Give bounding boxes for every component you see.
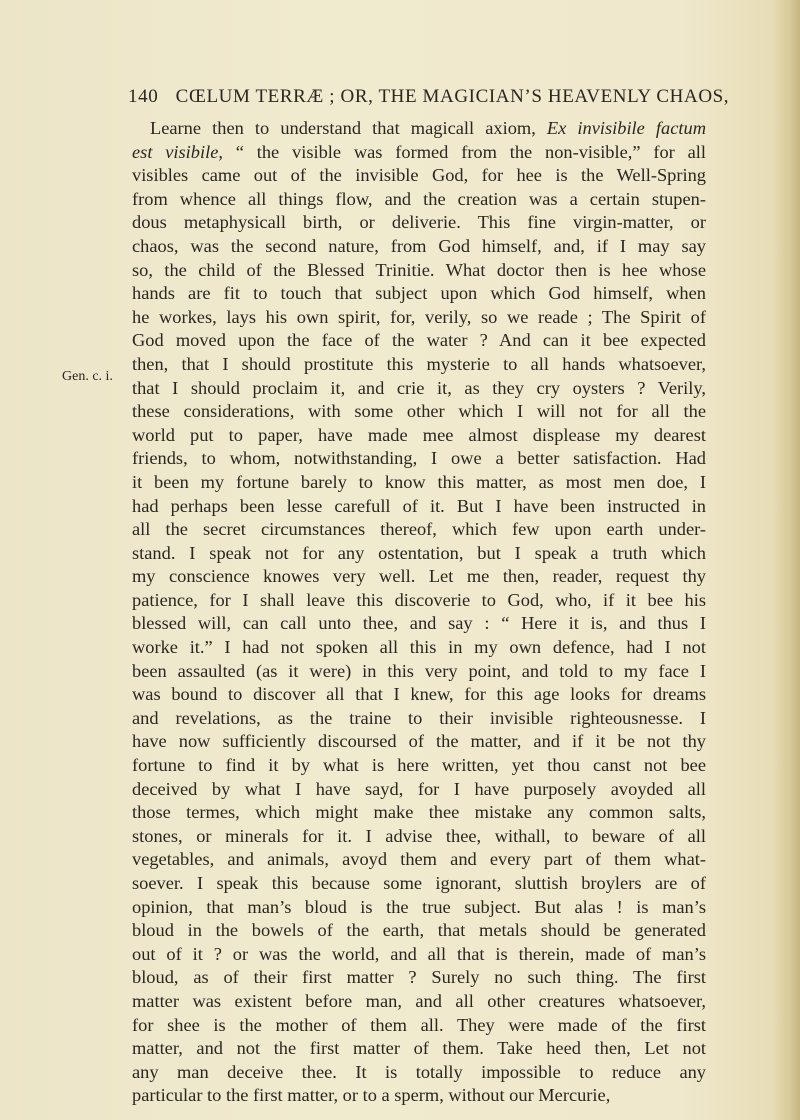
text-line: it been my fortune barely to know this matter, as most men doe, I [132,471,706,492]
text-line: was bound to discover all that I knew, for this age looks for dreams [132,684,706,705]
text-line: opinion, that man’s bloud is the true subject. But alas ! is man’s [132,896,706,917]
text-line: blessed will, can call unto thee, and say : “ Here it is, and thus I [132,613,706,634]
text-line: and revelations, as the traine to their invisible righteousnesse. I [132,707,706,728]
text-line: all the secret circumstances thereof, which few upon earth under- [132,519,706,540]
text-line: these considerations, with some other which I will not for all the [132,401,706,422]
text-line: world put to paper, have made mee almost displease my dearest [132,424,706,445]
text-line: Learne then to understand that magicall axiom, Ex invisibile factum [150,118,706,138]
italic-phrase: est visibile [132,141,219,162]
text-line: that I should proclaim it, and crie it, as they cry oysters ? Verily, [132,377,706,398]
body-text [132,117,706,1108]
text-line: stones, or minerals for it. I advise thee, withall, to beware of all [132,825,706,846]
text-line: particular to the first matter, or to a sperm, without our Mercurie, [132,1085,611,1106]
text-line: fortune to find it by what is here written, yet thou canst not bee [132,755,706,776]
text-line [132,141,706,165]
text-line: so, the child of the Blessed Trinitie. What doctor then is hee whose [132,259,706,280]
text-line: out of it ? or was the world, and all that is therein, made of man’s [132,943,706,964]
text-line: have now sufficiently discoursed of the matter, and if it be not thy [132,731,706,752]
text-line: stand. I speak not for any ostentation, but I speak a truth which [132,542,706,563]
page-number: 140 [128,86,159,107]
text-line: bloud, as of their first matter ? Surely no such thing. The first [132,967,706,988]
text-line: worke it.” I had not spoken all this in my own defence, had I not [132,637,706,658]
text-line: vegetables, and animals, avoyd them and every part of them what- [132,849,706,870]
running-head [128,86,730,108]
text-line: hands are fit to touch that subject upon which God himself, when [132,283,706,304]
margin-note: Gen. c. i. [62,369,113,384]
page-edge-shadow [772,0,800,1120]
text-line: my conscience knowes very well. Let me then, reader, request thy [132,566,706,587]
text-line: matter, and not the first matter of them. Take heed then, Let not [132,1038,706,1059]
text-line: had perhaps been lesse carefull of it. But I have been instructed in [132,495,706,516]
text-line: from whence all things flow, and the creation was a certain stupen- [132,188,706,209]
text-line: bloud in the bowels of the earth, that metals should be generated [132,920,706,941]
text-line: deceived by what I have sayd, for I have purposely avoyded all [132,778,706,799]
text-line: God moved upon the face of the water ? And can it bee expected [132,330,706,351]
text-line: patience, for I shall leave this discoverie to God, who, if it bee his [132,589,706,610]
text-line: then, that I should prostitute this mysterie to all hands whatsoever, [132,353,706,374]
italic-phrase: Ex invisibile factum [546,118,706,138]
text-line: chaos, was the second nature, from God himself, and, if I may say [132,235,706,256]
text-line: any man deceive thee. It is totally impossible to reduce any [132,1061,706,1082]
text-line: matter was existent before man, and all other creatures whatsoever, [132,990,706,1011]
text-line: friends, to whom, notwithstanding, I owe a better satisfaction. Had [132,448,706,469]
text-line: those termes, which might make thee mistake any common salts, [132,802,706,823]
text-line: soever. I speak this because some ignorant, sluttish broylers are of [132,873,706,893]
text-line: been assaulted (as it were) in this very point, and told to my face I [132,660,706,681]
text-line-rest: , “ the visible was formed from the non-visible,” for all [218,141,706,162]
text-line: visibles came out of the invisible God, for hee is the Well-Spring [132,165,706,186]
text-line: he workes, lays his own spirit, for, verily, so we reade ; The Spirit of [132,306,706,327]
text-line: dous metaphysicall birth, or deliverie. This fine virgin-matter, or [132,212,706,233]
running-title: CŒLUM TERRÆ ; OR, THE MAGICIAN’S HEAVENLY CHAOS, [175,86,730,107]
text-line: for shee is the mother of them all. They were made of the first [132,1014,706,1035]
